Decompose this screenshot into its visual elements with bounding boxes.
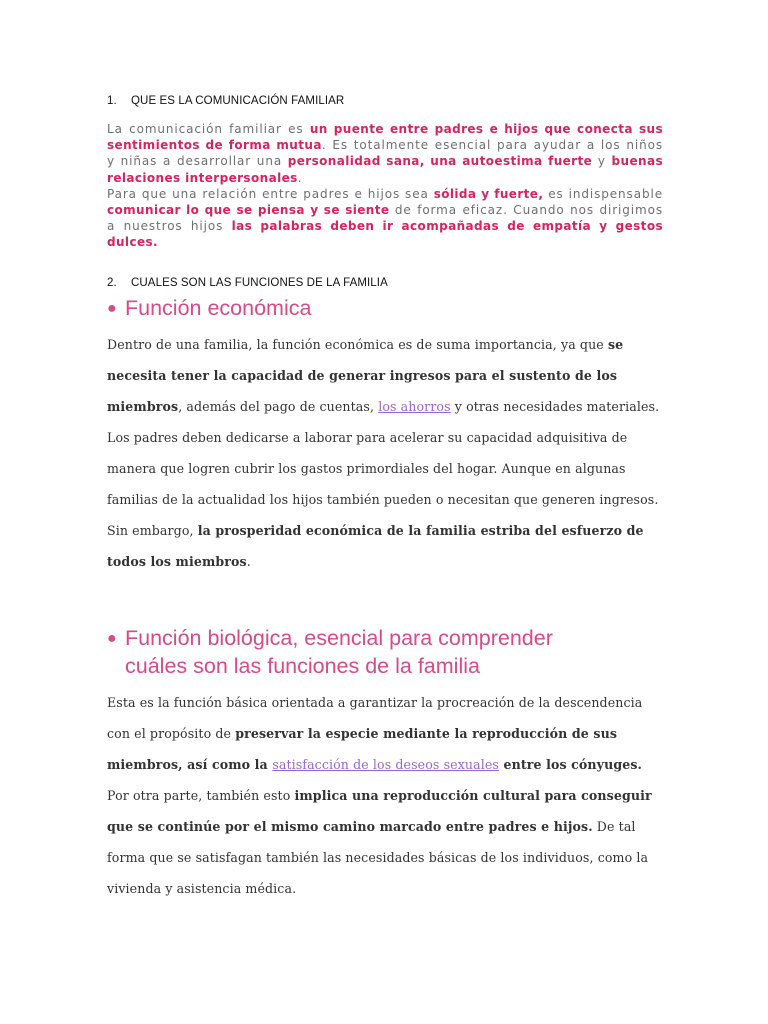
text-run: .: [297, 170, 303, 185]
emphasis: personalidad sana, una autoestima fuerte: [287, 154, 593, 169]
text-run: La comunicación familiar es: [107, 122, 310, 136]
text-run: de forma eficaz. Cuando nos dirigimos a nuestros hijos: [107, 203, 663, 234]
bold-text: se necesita tener la capacidad de generar ingresos para el sustento de los miembros: [107, 337, 624, 414]
section-title: QUE ES LA COMUNICACIÓN FAMILIAR: [131, 95, 345, 107]
text-run: De tal forma que se satisfagan también las necesidades básicas de los individuos, como la vivienda y asistencia médica.: [107, 819, 649, 896]
link-satisfaccion[interactable]: satisfacción de los deseos sexuales: [272, 757, 499, 772]
bold-text: preservar la especie mediante la reproducción de sus miembros, así como la: [107, 726, 618, 772]
biologica-paragraph-1: [107, 687, 667, 780]
emphasis: sólida y fuerte,: [433, 186, 544, 201]
text-run: . Es totalmente esencial para ayudar a los niños y niñas a desarrollar una: [107, 138, 663, 169]
biologica-paragraph-2: [107, 780, 667, 904]
section-heading-2: [107, 277, 388, 289]
subheading-title-line-1: Función biológica, esencial para comprender: [125, 626, 553, 650]
section-heading-1: [107, 95, 344, 107]
emphasis: un puente entre padres e hijos que conecta sus sentimientos de forma mutua: [107, 122, 663, 153]
section-number: 1.: [107, 95, 117, 107]
text-run: Dentro de una familia, la función económica es de suma importancia, ya que: [107, 337, 608, 352]
biologica-body: [107, 687, 667, 904]
text-run: Esta es la función básica orientada a garantizar la procreación de la descendencia con el propósito de: [107, 695, 643, 741]
subheading-economica: [107, 294, 311, 322]
section-title: CUALES SON LAS FUNCIONES DE LA FAMILIA: [131, 277, 388, 289]
text-run: Para que una relación entre padres e hijos sea: [107, 186, 434, 201]
emphasis: comunicar lo que se piensa y se siente: [107, 203, 390, 218]
bullet-icon: ●: [107, 300, 117, 317]
text-run: es indispensable: [543, 186, 663, 201]
bullet-icon: ●: [107, 630, 117, 647]
subheading-biologica: [107, 624, 553, 680]
economica-paragraph-1: [107, 329, 667, 422]
text-run: Por otra parte, también esto: [107, 788, 295, 803]
bold-text: implica una reproducción cultural para conseguir que se continúe por el mismo camino marcado entre padres e hijos.: [107, 788, 652, 834]
economica-body: [107, 329, 667, 577]
section-number: 2.: [107, 277, 117, 289]
link-los-ahorros[interactable]: los ahorros: [378, 399, 451, 414]
intro-paragraph-1: [107, 121, 663, 186]
economica-paragraph-2: [107, 422, 667, 577]
text-run: , además del pago de cuentas,: [178, 399, 379, 414]
emphasis: las palabras deben ir acompañadas de empatía y gestos dulces.: [107, 219, 664, 250]
text-run: .: [246, 554, 251, 569]
subheading-title: Función económica: [125, 296, 312, 320]
bold-text: la prosperidad económica de la familia estriba del esfuerzo de todos los miembros: [107, 523, 644, 569]
intro-paragraph-2: [107, 186, 663, 251]
intro-text: [107, 121, 663, 251]
bold-text: entre los cónyuges.: [498, 757, 643, 772]
text-run: y: [592, 154, 612, 169]
emphasis: buenas relaciones interpersonales: [107, 154, 664, 185]
text-run: Los padres deben dedicarse a laborar para acelerar su capacidad adquisitiva de manera que logren cubrir los gastos primordiales del hogar. Aunque en algunas familias de la actualidad los hijos también pueden o necesitan que generen ingresos. Sin embargo,: [107, 430, 659, 538]
subheading-title-line-2: cuáles son las funciones de la familia: [125, 654, 480, 678]
text-run: y otras necesidades materiales.: [450, 399, 660, 414]
